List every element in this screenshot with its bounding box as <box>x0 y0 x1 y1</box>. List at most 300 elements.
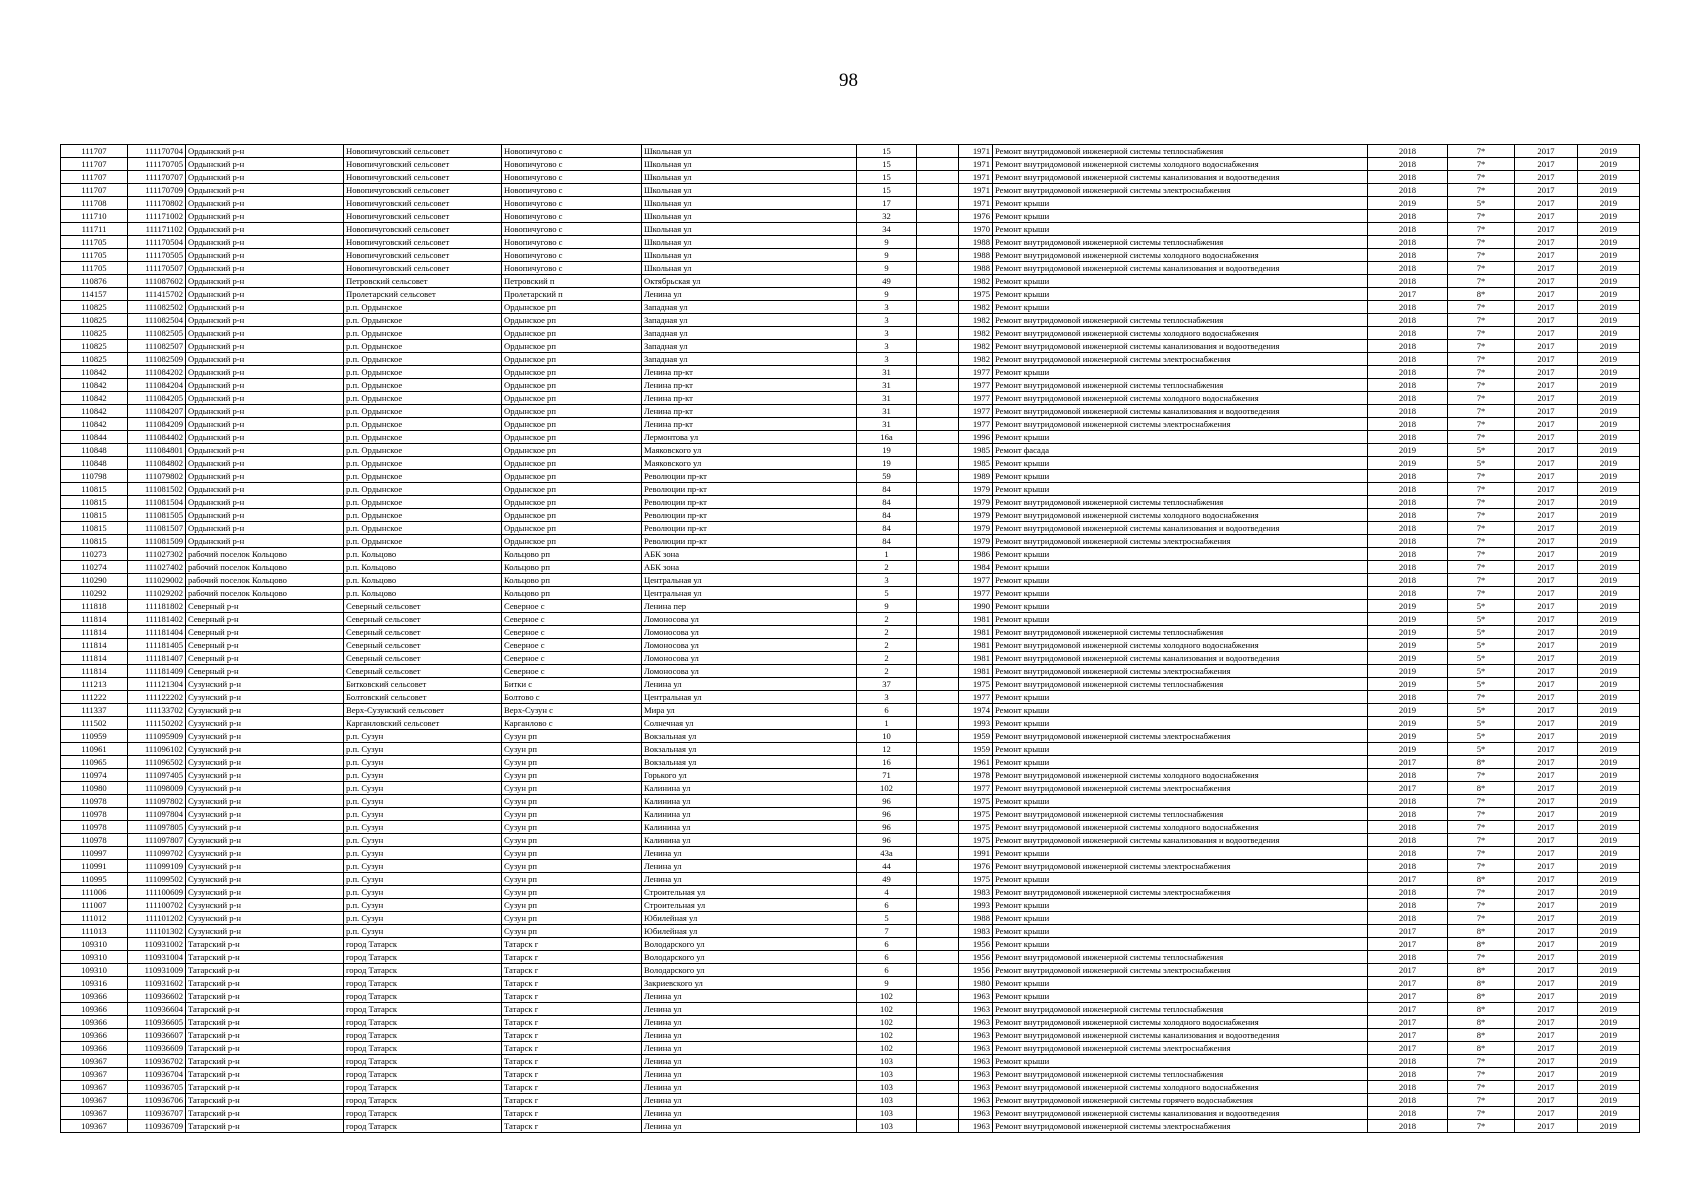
cell-district: Сузунский р-н <box>186 769 344 782</box>
cell-build-year: 1977 <box>959 782 993 795</box>
table-row <box>61 1107 1640 1120</box>
cell-municipality: Новопичуговский сельсовет <box>344 171 502 184</box>
cell-house-id: 111707 <box>61 171 128 184</box>
cell-object-code: 111097405 <box>128 769 186 782</box>
cell-object-code: 111084801 <box>128 444 186 457</box>
cell-settlement: Татарск г <box>502 964 642 977</box>
table-row <box>61 587 1640 600</box>
cell-work-type: Ремонт внутридомовой инженерной системы электроснабжения <box>993 353 1368 366</box>
cell-house-number: 103 <box>857 1107 917 1120</box>
cell-district: Ордынский р-н <box>186 483 344 496</box>
cell-street: Ленина ул <box>642 860 857 873</box>
cell-build-year: 1986 <box>959 548 993 561</box>
cell-work-type: Ремонт внутридомовой инженерной системы холодного водоснабжения <box>993 1016 1368 1029</box>
cell-period-end: 2019 <box>1578 795 1640 808</box>
cell-house-id: 110815 <box>61 535 128 548</box>
cell-priority: 7* <box>1448 587 1515 600</box>
table-row <box>61 951 1640 964</box>
cell-settlement: Ордынское рп <box>502 366 642 379</box>
table-row <box>61 340 1640 353</box>
table-row <box>61 847 1640 860</box>
cell-work-type: Ремонт внутридомовой инженерной системы теплоснабжения <box>993 236 1368 249</box>
cell-street: Центральная ул <box>642 574 857 587</box>
cell-work-type: Ремонт крыши <box>993 574 1368 587</box>
cell-municipality: р.п. Ордынское <box>344 379 502 392</box>
table-row <box>61 470 1640 483</box>
cell-plan-year: 2018 <box>1368 1120 1448 1133</box>
cell-object-code: 111101202 <box>128 912 186 925</box>
cell-build-year: 1971 <box>959 184 993 197</box>
cell-settlement: Новопичугово с <box>502 184 642 197</box>
cell-period-end: 2019 <box>1578 457 1640 470</box>
cell-house-letter <box>917 600 959 613</box>
table-row <box>61 184 1640 197</box>
cell-house-letter <box>917 483 959 496</box>
cell-house-letter <box>917 1042 959 1055</box>
cell-settlement: Новопичугово с <box>502 145 642 158</box>
cell-district: Сузунский р-н <box>186 808 344 821</box>
cell-priority: 7* <box>1448 379 1515 392</box>
cell-object-code: 110936607 <box>128 1029 186 1042</box>
cell-priority: 8* <box>1448 1029 1515 1042</box>
cell-priority: 5* <box>1448 652 1515 665</box>
cell-house-letter <box>917 392 959 405</box>
cell-municipality: р.п. Кольцово <box>344 574 502 587</box>
cell-settlement: Новопичугово с <box>502 223 642 236</box>
cell-work-type: Ремонт внутридомовой инженерной системы канализования и водоотведения <box>993 1107 1368 1120</box>
cell-object-code: 111082505 <box>128 327 186 340</box>
cell-house-number: 49 <box>857 275 917 288</box>
cell-priority: 5* <box>1448 665 1515 678</box>
cell-period-end: 2019 <box>1578 990 1640 1003</box>
cell-district: Ордынский р-н <box>186 522 344 535</box>
cell-period-start: 2017 <box>1515 652 1578 665</box>
cell-house-letter <box>917 1068 959 1081</box>
cell-plan-year: 2019 <box>1368 444 1448 457</box>
cell-priority: 7* <box>1448 301 1515 314</box>
cell-settlement: Сузун рп <box>502 873 642 886</box>
cell-priority: 7* <box>1448 392 1515 405</box>
cell-house-id: 109316 <box>61 977 128 990</box>
cell-period-end: 2019 <box>1578 821 1640 834</box>
cell-object-code: 111181407 <box>128 652 186 665</box>
cell-plan-year: 2018 <box>1368 808 1448 821</box>
cell-street: Калинина ул <box>642 795 857 808</box>
cell-house-letter <box>917 1055 959 1068</box>
cell-build-year: 1981 <box>959 639 993 652</box>
cell-priority: 7* <box>1448 912 1515 925</box>
cell-house-letter <box>917 301 959 314</box>
cell-plan-year: 2017 <box>1368 288 1448 301</box>
cell-municipality: Северный сельсовет <box>344 652 502 665</box>
cell-house-letter <box>917 1120 959 1133</box>
cell-plan-year: 2017 <box>1368 977 1448 990</box>
cell-house-letter <box>917 899 959 912</box>
cell-house-letter <box>917 860 959 873</box>
cell-plan-year: 2018 <box>1368 366 1448 379</box>
cell-build-year: 1961 <box>959 756 993 769</box>
cell-settlement: Татарск г <box>502 1068 642 1081</box>
cell-build-year: 1982 <box>959 314 993 327</box>
cell-period-start: 2017 <box>1515 873 1578 886</box>
cell-house-letter <box>917 262 959 275</box>
cell-house-letter <box>917 379 959 392</box>
cell-build-year: 1975 <box>959 288 993 301</box>
table-row <box>61 574 1640 587</box>
cell-period-start: 2017 <box>1515 1120 1578 1133</box>
cell-priority: 7* <box>1448 1107 1515 1120</box>
cell-house-number: 19 <box>857 457 917 470</box>
cell-period-start: 2017 <box>1515 1081 1578 1094</box>
cell-priority: 7* <box>1448 249 1515 262</box>
cell-house-id: 110978 <box>61 821 128 834</box>
cell-house-id: 110842 <box>61 392 128 405</box>
cell-period-start: 2017 <box>1515 769 1578 782</box>
cell-period-end: 2019 <box>1578 860 1640 873</box>
cell-build-year: 1975 <box>959 873 993 886</box>
cell-period-start: 2017 <box>1515 782 1578 795</box>
table-row <box>61 561 1640 574</box>
cell-plan-year: 2018 <box>1368 405 1448 418</box>
cell-priority: 7* <box>1448 522 1515 535</box>
cell-work-type: Ремонт крыши <box>993 691 1368 704</box>
cell-work-type: Ремонт крыши <box>993 431 1368 444</box>
table-row <box>61 639 1640 652</box>
cell-house-id: 110978 <box>61 808 128 821</box>
cell-municipality: р.п. Ордынское <box>344 418 502 431</box>
cell-build-year: 1988 <box>959 912 993 925</box>
cell-house-id: 111814 <box>61 613 128 626</box>
cell-settlement: Сузун рп <box>502 743 642 756</box>
cell-house-number: 6 <box>857 938 917 951</box>
cell-object-code: 111181409 <box>128 665 186 678</box>
cell-street: Солнечная ул <box>642 717 857 730</box>
cell-work-type: Ремонт внутридомовой инженерной системы канализования и водоотведения <box>993 652 1368 665</box>
cell-house-id: 111006 <box>61 886 128 899</box>
cell-house-letter <box>917 847 959 860</box>
table-row <box>61 366 1640 379</box>
cell-plan-year: 2019 <box>1368 613 1448 626</box>
cell-period-end: 2019 <box>1578 587 1640 600</box>
cell-period-start: 2017 <box>1515 470 1578 483</box>
cell-street: Ленина ул <box>642 1081 857 1094</box>
cell-build-year: 1975 <box>959 808 993 821</box>
cell-house-number: 15 <box>857 158 917 171</box>
cell-object-code: 111097802 <box>128 795 186 808</box>
cell-house-letter <box>917 626 959 639</box>
cell-municipality: р.п. Сузун <box>344 886 502 899</box>
cell-priority: 7* <box>1448 1081 1515 1094</box>
cell-period-end: 2019 <box>1578 808 1640 821</box>
cell-house-id: 111012 <box>61 912 128 925</box>
cell-period-start: 2017 <box>1515 366 1578 379</box>
cell-street: АБК зона <box>642 548 857 561</box>
cell-house-letter <box>917 717 959 730</box>
cell-district: Татарский р-н <box>186 951 344 964</box>
cell-work-type: Ремонт внутридомовой инженерной системы канализования и водоотведения <box>993 340 1368 353</box>
cell-district: Северный р-н <box>186 652 344 665</box>
cell-period-start: 2017 <box>1515 938 1578 951</box>
cell-district: Ордынский р-н <box>186 210 344 223</box>
cell-settlement: Сузун рп <box>502 886 642 899</box>
cell-district: Татарский р-н <box>186 1107 344 1120</box>
cell-municipality: Новопичуговский сельсовет <box>344 236 502 249</box>
cell-period-start: 2017 <box>1515 626 1578 639</box>
cell-house-id: 111502 <box>61 717 128 730</box>
cell-house-number: 96 <box>857 795 917 808</box>
cell-priority: 7* <box>1448 314 1515 327</box>
cell-work-type: Ремонт крыши <box>993 275 1368 288</box>
cell-house-letter <box>917 938 959 951</box>
cell-house-letter <box>917 925 959 938</box>
cell-house-letter <box>917 1003 959 1016</box>
cell-object-code: 111133702 <box>128 704 186 717</box>
cell-municipality: р.п. Сузун <box>344 834 502 847</box>
cell-work-type: Ремонт внутридомовой инженерной системы электроснабжения <box>993 964 1368 977</box>
cell-work-type: Ремонт крыши <box>993 600 1368 613</box>
cell-work-type: Ремонт крыши <box>993 990 1368 1003</box>
cell-priority: 7* <box>1448 496 1515 509</box>
cell-period-start: 2017 <box>1515 678 1578 691</box>
cell-plan-year: 2018 <box>1368 262 1448 275</box>
cell-period-start: 2017 <box>1515 925 1578 938</box>
cell-house-letter <box>917 574 959 587</box>
cell-plan-year: 2019 <box>1368 730 1448 743</box>
cell-build-year: 1989 <box>959 470 993 483</box>
cell-house-letter <box>917 145 959 158</box>
cell-district: Ордынский р-н <box>186 470 344 483</box>
cell-house-number: 5 <box>857 912 917 925</box>
cell-municipality: р.п. Сузун <box>344 743 502 756</box>
cell-period-end: 2019 <box>1578 652 1640 665</box>
cell-house-id: 110815 <box>61 483 128 496</box>
cell-priority: 8* <box>1448 1042 1515 1055</box>
cell-build-year: 1979 <box>959 509 993 522</box>
cell-house-number: 9 <box>857 249 917 262</box>
cell-district: Татарский р-н <box>186 938 344 951</box>
cell-settlement: Сузун рп <box>502 756 642 769</box>
cell-street: Школьная ул <box>642 145 857 158</box>
cell-priority: 7* <box>1448 574 1515 587</box>
cell-house-id: 110848 <box>61 457 128 470</box>
cell-build-year: 1985 <box>959 457 993 470</box>
cell-work-type: Ремонт внутридомовой инженерной системы электроснабжения <box>993 860 1368 873</box>
table-row <box>61 938 1640 951</box>
cell-district: Сузунский р-н <box>186 756 344 769</box>
cell-period-end: 2019 <box>1578 483 1640 496</box>
cell-plan-year: 2019 <box>1368 197 1448 210</box>
cell-house-id: 109367 <box>61 1107 128 1120</box>
table-row <box>61 314 1640 327</box>
cell-municipality: р.п. Ордынское <box>344 457 502 470</box>
cell-period-end: 2019 <box>1578 314 1640 327</box>
cell-period-start: 2017 <box>1515 1016 1578 1029</box>
cell-object-code: 111181402 <box>128 613 186 626</box>
cell-municipality: р.п. Ордынское <box>344 314 502 327</box>
cell-house-id: 111222 <box>61 691 128 704</box>
cell-period-end: 2019 <box>1578 1029 1640 1042</box>
cell-period-start: 2017 <box>1515 587 1578 600</box>
cell-work-type: Ремонт крыши <box>993 704 1368 717</box>
cell-house-number: 12 <box>857 743 917 756</box>
cell-house-number: 84 <box>857 522 917 535</box>
cell-period-end: 2019 <box>1578 171 1640 184</box>
cell-work-type: Ремонт внутридомовой инженерной системы канализования и водоотведения <box>993 262 1368 275</box>
cell-work-type: Ремонт крыши <box>993 366 1368 379</box>
cell-street: Западная ул <box>642 327 857 340</box>
cell-municipality: Карганловский сельсовет <box>344 717 502 730</box>
cell-district: Ордынский р-н <box>186 314 344 327</box>
cell-plan-year: 2018 <box>1368 1055 1448 1068</box>
cell-build-year: 1979 <box>959 483 993 496</box>
cell-house-letter <box>917 288 959 301</box>
cell-street: Ленина ул <box>642 1068 857 1081</box>
cell-district: рабочий поселок Кольцово <box>186 561 344 574</box>
cell-priority: 8* <box>1448 1003 1515 1016</box>
cell-plan-year: 2018 <box>1368 912 1448 925</box>
cell-priority: 8* <box>1448 1016 1515 1029</box>
repair-register-table <box>60 144 1640 1133</box>
cell-object-code: 111079802 <box>128 470 186 483</box>
cell-plan-year: 2018 <box>1368 899 1448 912</box>
cell-work-type: Ремонт внутридомовой инженерной системы электроснабжения <box>993 418 1368 431</box>
cell-street: Ленина ул <box>642 1042 857 1055</box>
cell-build-year: 1985 <box>959 444 993 457</box>
cell-period-end: 2019 <box>1578 535 1640 548</box>
table-row <box>61 899 1640 912</box>
cell-settlement: Новопичугово с <box>502 249 642 262</box>
cell-work-type: Ремонт внутридомовой инженерной системы холодного водоснабжения <box>993 1081 1368 1094</box>
cell-house-id: 111007 <box>61 899 128 912</box>
table-row <box>61 691 1640 704</box>
cell-district: Ордынский р-н <box>186 340 344 353</box>
cell-period-end: 2019 <box>1578 145 1640 158</box>
cell-district: Ордынский р-н <box>186 509 344 522</box>
cell-build-year: 1956 <box>959 951 993 964</box>
cell-object-code: 111082504 <box>128 314 186 327</box>
cell-municipality: город Татарск <box>344 1094 502 1107</box>
cell-period-end: 2019 <box>1578 275 1640 288</box>
cell-municipality: р.п. Ордынское <box>344 483 502 496</box>
cell-house-id: 110980 <box>61 782 128 795</box>
cell-municipality: р.п. Сузун <box>344 769 502 782</box>
cell-build-year: 1963 <box>959 1016 993 1029</box>
cell-settlement: Татарск г <box>502 977 642 990</box>
cell-house-id: 111814 <box>61 665 128 678</box>
table-row <box>61 873 1640 886</box>
cell-house-number: 103 <box>857 1120 917 1133</box>
cell-house-number: 37 <box>857 678 917 691</box>
cell-period-end: 2019 <box>1578 600 1640 613</box>
cell-build-year: 1993 <box>959 899 993 912</box>
cell-municipality: р.п. Ордынское <box>344 353 502 366</box>
cell-street: Мира ул <box>642 704 857 717</box>
cell-district: Ордынский р-н <box>186 366 344 379</box>
cell-plan-year: 2018 <box>1368 561 1448 574</box>
cell-build-year: 1963 <box>959 1029 993 1042</box>
cell-district: Татарский р-н <box>186 1081 344 1094</box>
cell-municipality: город Татарск <box>344 1029 502 1042</box>
cell-work-type: Ремонт внутридомовой инженерной системы электроснабжения <box>993 665 1368 678</box>
cell-build-year: 1977 <box>959 392 993 405</box>
cell-street: Школьная ул <box>642 249 857 262</box>
cell-house-id: 109367 <box>61 1081 128 1094</box>
cell-house-number: 2 <box>857 665 917 678</box>
cell-priority: 7* <box>1448 951 1515 964</box>
cell-street: Революции пр-кт <box>642 522 857 535</box>
cell-priority: 7* <box>1448 184 1515 197</box>
cell-settlement: Сузун рп <box>502 769 642 782</box>
cell-build-year: 1977 <box>959 366 993 379</box>
cell-house-letter <box>917 587 959 600</box>
cell-object-code: 111096502 <box>128 756 186 769</box>
cell-work-type: Ремонт крыши <box>993 457 1368 470</box>
cell-priority: 7* <box>1448 1068 1515 1081</box>
cell-house-id: 111707 <box>61 158 128 171</box>
cell-plan-year: 2019 <box>1368 704 1448 717</box>
cell-object-code: 111029002 <box>128 574 186 587</box>
table-row <box>61 353 1640 366</box>
cell-settlement: Ордынское рп <box>502 301 642 314</box>
cell-settlement: Ордынское рп <box>502 379 642 392</box>
cell-build-year: 1982 <box>959 275 993 288</box>
cell-period-start: 2017 <box>1515 847 1578 860</box>
cell-house-number: 96 <box>857 821 917 834</box>
cell-priority: 7* <box>1448 808 1515 821</box>
cell-settlement: Ордынское рп <box>502 353 642 366</box>
cell-settlement: Татарск г <box>502 1094 642 1107</box>
cell-municipality: р.п. Ордынское <box>344 509 502 522</box>
cell-work-type: Ремонт внутридомовой инженерной системы теплоснабжения <box>993 1003 1368 1016</box>
cell-house-letter <box>917 1029 959 1042</box>
cell-work-type: Ремонт крыши <box>993 1055 1368 1068</box>
cell-plan-year: 2018 <box>1368 1107 1448 1120</box>
cell-object-code: 111121304 <box>128 678 186 691</box>
table-row <box>61 626 1640 639</box>
cell-build-year: 1982 <box>959 340 993 353</box>
cell-district: Ордынский р-н <box>186 184 344 197</box>
cell-priority: 5* <box>1448 197 1515 210</box>
cell-object-code: 111181802 <box>128 600 186 613</box>
cell-district: Сузунский р-н <box>186 678 344 691</box>
cell-period-end: 2019 <box>1578 418 1640 431</box>
cell-plan-year: 2017 <box>1368 782 1448 795</box>
cell-period-start: 2017 <box>1515 496 1578 509</box>
cell-priority: 5* <box>1448 600 1515 613</box>
cell-period-end: 2019 <box>1578 613 1640 626</box>
cell-house-letter <box>917 535 959 548</box>
cell-period-start: 2017 <box>1515 704 1578 717</box>
cell-street: Юбилейная ул <box>642 925 857 938</box>
cell-street: Ленина ул <box>642 1107 857 1120</box>
cell-period-end: 2019 <box>1578 561 1640 574</box>
cell-district: Ордынский р-н <box>186 171 344 184</box>
cell-municipality: р.п. Ордынское <box>344 535 502 548</box>
cell-house-letter <box>917 522 959 535</box>
cell-house-id: 111708 <box>61 197 128 210</box>
cell-plan-year: 2018 <box>1368 834 1448 847</box>
cell-house-id: 110842 <box>61 366 128 379</box>
cell-street: Революции пр-кт <box>642 470 857 483</box>
cell-municipality: город Татарск <box>344 1055 502 1068</box>
cell-period-start: 2017 <box>1515 1068 1578 1081</box>
cell-priority: 7* <box>1448 262 1515 275</box>
cell-period-start: 2017 <box>1515 600 1578 613</box>
cell-object-code: 111170709 <box>128 184 186 197</box>
cell-house-number: 2 <box>857 561 917 574</box>
table-row <box>61 1081 1640 1094</box>
cell-work-type: Ремонт крыши <box>993 587 1368 600</box>
